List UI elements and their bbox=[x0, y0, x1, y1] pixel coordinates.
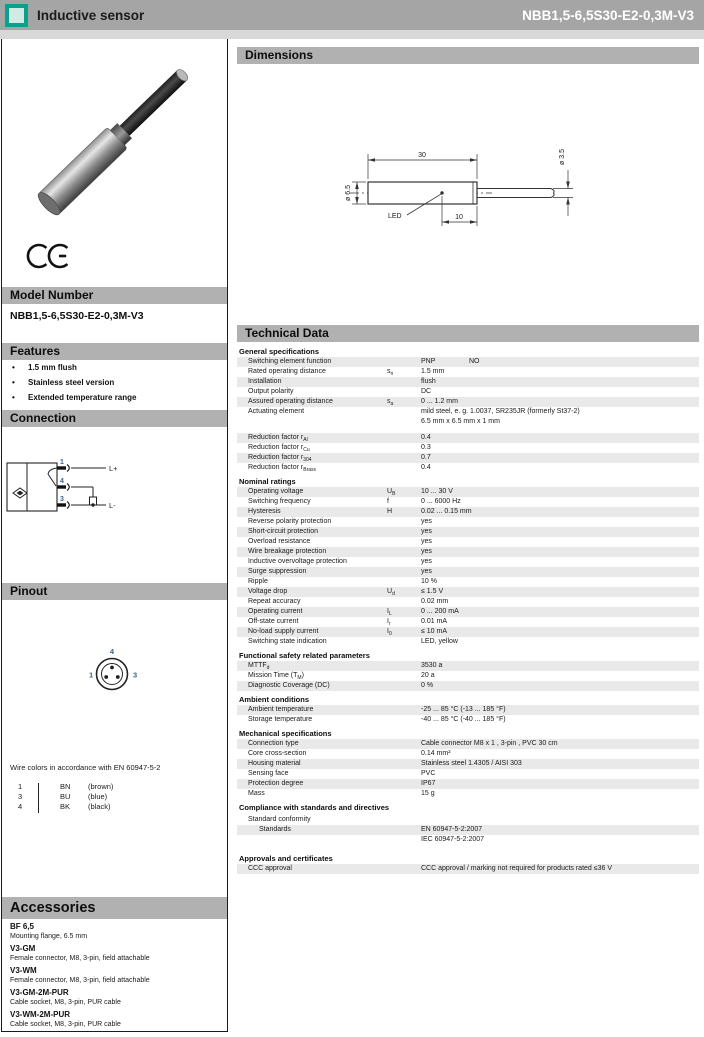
spec-row bbox=[237, 671, 699, 681]
brand-icon bbox=[5, 4, 28, 27]
spec-row bbox=[237, 417, 699, 427]
spec-row bbox=[237, 567, 699, 577]
spec-section-header: Approvals and certificates bbox=[239, 854, 333, 863]
spec-label: Actuating element bbox=[248, 408, 305, 415]
bullet-icon: • bbox=[12, 378, 15, 387]
spec-value: 0.7 bbox=[421, 454, 431, 461]
bullet-icon: • bbox=[12, 393, 15, 402]
spec-label: No-load supply current bbox=[248, 628, 319, 635]
spec-value: flush bbox=[421, 378, 436, 385]
spec-value: 0.01 mA bbox=[421, 618, 448, 625]
wire-color-code: BK bbox=[60, 802, 71, 811]
spec-row bbox=[237, 433, 699, 443]
accessory-description: Female connector, M8, 3-pin, field attachable bbox=[10, 977, 150, 984]
spec-row bbox=[237, 759, 699, 769]
spec-label: Switching frequency bbox=[248, 498, 311, 505]
spec-label: Surge suppression bbox=[248, 568, 307, 575]
spec-value: yes bbox=[421, 558, 432, 565]
wire-color-code: BN bbox=[60, 782, 71, 791]
pin-label: 1 bbox=[89, 670, 94, 680]
spec-value: Cable connector M8 x 1 , 3-pin , PVC 30 cm bbox=[421, 740, 558, 747]
spec-label: CCC approval bbox=[248, 865, 292, 872]
spec-label: Standard conformity bbox=[248, 816, 311, 823]
accessory-name: V3-GM-2M-PUR bbox=[10, 988, 69, 997]
section-header-accessories: Accessories bbox=[2, 897, 227, 919]
spec-value: 6.5 mm x 6.5 mm x 1 mm bbox=[421, 418, 500, 425]
spec-value: PVC bbox=[421, 770, 436, 777]
spec-label: Repeat accuracy bbox=[248, 598, 301, 605]
spec-label: Off-state current bbox=[248, 618, 299, 625]
spec-symbol: f bbox=[387, 498, 389, 505]
accessory-item bbox=[10, 988, 222, 1008]
spec-label: Switching element function bbox=[248, 358, 332, 365]
spec-section-header: Compliance with standards and directives bbox=[239, 803, 390, 812]
spec-row bbox=[237, 715, 699, 725]
accessory-item bbox=[10, 1010, 222, 1030]
accessory-name: V3-WM-2M-PUR bbox=[10, 1010, 70, 1019]
spec-value: 3530 a bbox=[421, 662, 443, 669]
spec-row bbox=[237, 864, 699, 874]
bullet-icon: • bbox=[12, 363, 15, 372]
spec-value-secondary: NO bbox=[469, 358, 480, 365]
spec-label: Connection type bbox=[248, 740, 299, 747]
spec-symbol: H bbox=[387, 508, 393, 515]
spec-label: Reduction factor $r_{Al}$ bbox=[248, 434, 308, 443]
spec-row bbox=[237, 597, 699, 607]
spec-label: Diagnostic Coverage (DC) bbox=[248, 682, 330, 689]
spec-value: PNP bbox=[421, 358, 436, 365]
pin-label: 4 bbox=[109, 647, 115, 656]
spec-value: EN 60947-5-2:2007 bbox=[421, 826, 483, 833]
feature-label: Extended temperature range bbox=[28, 393, 137, 402]
spec-value: 0.14 mm² bbox=[421, 750, 451, 757]
spec-label: Operating current bbox=[248, 608, 303, 615]
spec-label: Mass bbox=[248, 790, 265, 797]
section-header-model-number: Model Number bbox=[2, 287, 227, 304]
wire-pin-number: 3 bbox=[18, 792, 23, 801]
wire-pin-number: 1 bbox=[18, 782, 23, 791]
accessory-description: Female connector, M8, 3-pin, field attachable bbox=[10, 955, 150, 962]
wire-color-row bbox=[14, 802, 214, 812]
pinout-diagram bbox=[76, 636, 152, 698]
section-header-features: Features bbox=[2, 343, 227, 360]
spec-value: 1.5 mm bbox=[421, 368, 445, 375]
spec-section-header: Mechanical specifications bbox=[239, 729, 332, 738]
spec-row bbox=[237, 463, 699, 473]
spec-row bbox=[237, 617, 699, 627]
pin-label: 4 bbox=[60, 478, 64, 485]
spec-row bbox=[237, 749, 699, 759]
spec-label: Sensing face bbox=[248, 770, 289, 777]
spec-label: Ripple bbox=[248, 578, 268, 585]
spec-label: Installation bbox=[248, 378, 282, 385]
accessories-list bbox=[10, 922, 222, 1032]
spec-value: 0 % bbox=[421, 682, 434, 689]
spec-row bbox=[237, 769, 699, 779]
spec-label: Rated operating distance bbox=[248, 368, 326, 375]
spec-row bbox=[237, 789, 699, 799]
accessory-name: V3-GM bbox=[10, 944, 36, 953]
spec-row bbox=[237, 627, 699, 637]
spec-symbol: $s_a$ bbox=[387, 398, 394, 407]
technical-data-table bbox=[237, 344, 699, 874]
spec-value: yes bbox=[421, 518, 432, 525]
accessory-name: V3-WM bbox=[10, 966, 37, 975]
feature-item bbox=[12, 360, 222, 375]
spec-row bbox=[237, 661, 699, 671]
spec-value: DC bbox=[421, 388, 432, 395]
ce-mark-icon bbox=[26, 240, 72, 272]
spec-symbol: $I_0$ bbox=[387, 628, 392, 637]
feature-label: Stainless steel version bbox=[28, 378, 115, 387]
spec-row bbox=[237, 397, 699, 407]
pin-label: 3 bbox=[133, 670, 138, 680]
spec-label: Short-circuit protection bbox=[248, 528, 319, 535]
spec-label: Assured operating distance bbox=[248, 398, 333, 405]
spec-value: yes bbox=[421, 568, 432, 575]
wire-color-row bbox=[14, 792, 214, 802]
spec-symbol: $s_n$ bbox=[387, 368, 394, 377]
spec-label: Reduction factor $r_{304}$ bbox=[248, 454, 312, 463]
feature-item bbox=[12, 390, 222, 405]
spec-label: Switching state indication bbox=[248, 638, 327, 645]
dim-cable-diameter-label: ø 3.5 bbox=[559, 149, 566, 165]
spec-label: Core cross-section bbox=[248, 750, 307, 757]
spec-value: yes bbox=[421, 548, 432, 555]
wire-colors-note: Wire colors in accordance with EN 60947-5-2 bbox=[10, 763, 161, 772]
spec-value: 0.3 bbox=[421, 444, 431, 451]
spec-row bbox=[237, 367, 699, 377]
dim-body-diameter-label: ø 6.5 bbox=[345, 185, 352, 201]
spec-label: Reduction factor $r_{Brass}$ bbox=[248, 464, 317, 473]
model-number-value: NBB1,5-6,5S30-E2-0,3M-V3 bbox=[10, 310, 144, 322]
spec-row bbox=[237, 357, 699, 367]
spec-row bbox=[237, 453, 699, 463]
header-shadow-band bbox=[0, 30, 704, 39]
spec-label: $MTTF_d$ bbox=[248, 662, 270, 671]
feature-label: 1.5 mm flush bbox=[28, 363, 77, 372]
spec-row bbox=[237, 835, 699, 845]
accessory-item bbox=[10, 944, 222, 964]
spec-label: Operating voltage bbox=[248, 488, 304, 495]
accessory-description: Cable socket, M8, 3-pin, PUR cable bbox=[10, 999, 121, 1006]
spec-label: Inductive overvoltage protection bbox=[248, 558, 347, 565]
spec-row bbox=[237, 815, 699, 825]
spec-label: Hysteresis bbox=[248, 508, 281, 515]
dimension-drawing bbox=[340, 126, 600, 238]
accessory-item bbox=[10, 966, 222, 986]
spec-value: ≤ 10 mA bbox=[421, 628, 448, 635]
header-model-number: NBB1,5-6,5S30-E2-0,3M-V3 bbox=[522, 7, 694, 23]
spec-value: 0.4 bbox=[421, 434, 431, 441]
feature-item bbox=[12, 375, 222, 390]
accessory-name: BF 6,5 bbox=[10, 922, 35, 931]
spec-value: LED, yellow bbox=[421, 638, 458, 645]
wire-color-code: BU bbox=[60, 792, 71, 801]
spec-section-header: Ambient conditions bbox=[239, 695, 309, 704]
spec-row bbox=[237, 681, 699, 691]
spec-section-header: Nominal ratings bbox=[239, 477, 296, 486]
spec-row bbox=[237, 387, 699, 397]
spec-symbol: $U_B$ bbox=[387, 488, 396, 497]
spec-row bbox=[237, 507, 699, 517]
spec-label: Ambient temperature bbox=[248, 706, 314, 713]
spec-row bbox=[237, 739, 699, 749]
spec-value: IEC 60947-5-2:2007 bbox=[421, 836, 485, 843]
section-header-connection: Connection bbox=[2, 410, 227, 427]
spec-row bbox=[237, 377, 699, 387]
product-photo bbox=[8, 44, 214, 240]
spec-row bbox=[237, 537, 699, 547]
spec-value: 15 g bbox=[421, 790, 435, 797]
spec-value: IP67 bbox=[421, 780, 436, 787]
spec-row bbox=[237, 527, 699, 537]
spec-value: 0.02 ... 0.15 mm bbox=[421, 508, 472, 515]
spec-row bbox=[237, 407, 699, 417]
spec-value: -25 ... 85 °C (-13 ... 185 °F) bbox=[421, 706, 506, 713]
pin-label: 3 bbox=[60, 496, 64, 503]
spec-section-header: Functional safety related parameters bbox=[239, 651, 370, 660]
spec-label: Overload resistance bbox=[248, 538, 311, 545]
spec-value: 0.02 mm bbox=[421, 598, 449, 605]
spec-value: -40 ... 85 °C (-40 ... 185 °F) bbox=[421, 716, 506, 723]
spec-label: Housing material bbox=[248, 760, 301, 767]
section-header-dimensions: Dimensions bbox=[237, 47, 699, 64]
spec-section-header: General specifications bbox=[239, 347, 320, 356]
spec-label: Standards bbox=[259, 826, 291, 833]
spec-label: Reduction factor $r_{Cu}$ bbox=[248, 444, 310, 453]
pin-label: 1 bbox=[60, 459, 64, 466]
spec-value: yes bbox=[421, 528, 432, 535]
spec-value: 0.4 bbox=[421, 464, 431, 471]
spec-label: Wire breakage protection bbox=[248, 548, 327, 555]
header-bar bbox=[0, 0, 704, 30]
spec-row bbox=[237, 443, 699, 453]
spec-row bbox=[237, 779, 699, 789]
wire-pin-number: 4 bbox=[18, 802, 23, 811]
spec-value: 0 ... 6000 Hz bbox=[421, 498, 461, 505]
spec-value: 20 a bbox=[421, 672, 435, 679]
spec-symbol: $I_r$ bbox=[387, 618, 391, 627]
spec-value: mild steel, e. g. 1.0037, SR235JR (formerly St37-2) bbox=[421, 408, 580, 415]
spec-value: 0 ... 1.2 mm bbox=[421, 398, 458, 405]
spec-row bbox=[237, 705, 699, 715]
spec-label: Voltage drop bbox=[248, 588, 288, 595]
accessory-description: Mounting flange, 6.5 mm bbox=[10, 933, 88, 940]
spec-symbol: $U_d$ bbox=[387, 588, 395, 597]
spec-row bbox=[237, 517, 699, 527]
accessory-item bbox=[10, 922, 222, 942]
section-header-pinout: Pinout bbox=[2, 583, 227, 600]
spec-symbol: $I_L$ bbox=[387, 608, 392, 617]
spec-label: Reverse polarity protection bbox=[248, 518, 332, 525]
spec-row bbox=[237, 825, 699, 835]
supply-minus-label: L- bbox=[109, 501, 116, 510]
wire-color-row bbox=[14, 782, 214, 792]
spec-value: CCC approval / marking not required for products rated ≤36 V bbox=[421, 865, 612, 872]
dim-led-offset-label: 10 bbox=[455, 214, 463, 221]
wire-color-name: (black) bbox=[88, 802, 111, 811]
spec-row bbox=[237, 637, 699, 647]
spec-value: 10 ... 30 V bbox=[421, 488, 453, 495]
led-label: LED bbox=[388, 213, 402, 220]
accessory-description: Cable socket, M8, 3-pin, PUR cable bbox=[10, 1021, 121, 1028]
spec-row bbox=[237, 587, 699, 597]
spec-label: Storage temperature bbox=[248, 716, 313, 723]
spec-row bbox=[237, 547, 699, 557]
spec-label: Output polarity bbox=[248, 388, 294, 395]
wire-colors-table bbox=[14, 782, 214, 812]
connection-diagram bbox=[5, 453, 155, 519]
features-list bbox=[12, 360, 222, 405]
spec-row bbox=[237, 497, 699, 507]
dim-length-label: 30 bbox=[418, 152, 426, 159]
supply-plus-label: L+ bbox=[109, 464, 118, 473]
spec-row bbox=[237, 577, 699, 587]
spec-row bbox=[237, 607, 699, 617]
spec-label: Protection degree bbox=[248, 780, 304, 787]
spec-row bbox=[237, 487, 699, 497]
spec-row bbox=[237, 557, 699, 567]
spec-value: yes bbox=[421, 538, 432, 545]
wire-color-name: (brown) bbox=[88, 782, 114, 791]
spec-value: ≤ 1.5 V bbox=[421, 588, 444, 595]
spec-value: 0 ... 200 mA bbox=[421, 608, 459, 615]
wire-color-name: (blue) bbox=[88, 792, 108, 801]
product-type-title: Inductive sensor bbox=[37, 7, 145, 23]
spec-label: Mission Time $(T_M)$ bbox=[248, 672, 304, 681]
spec-value: Stainless steel 1.4305 / AISI 303 bbox=[421, 760, 522, 767]
section-header-technical-data: Technical Data bbox=[237, 325, 699, 342]
spec-value: 10 % bbox=[421, 578, 437, 585]
